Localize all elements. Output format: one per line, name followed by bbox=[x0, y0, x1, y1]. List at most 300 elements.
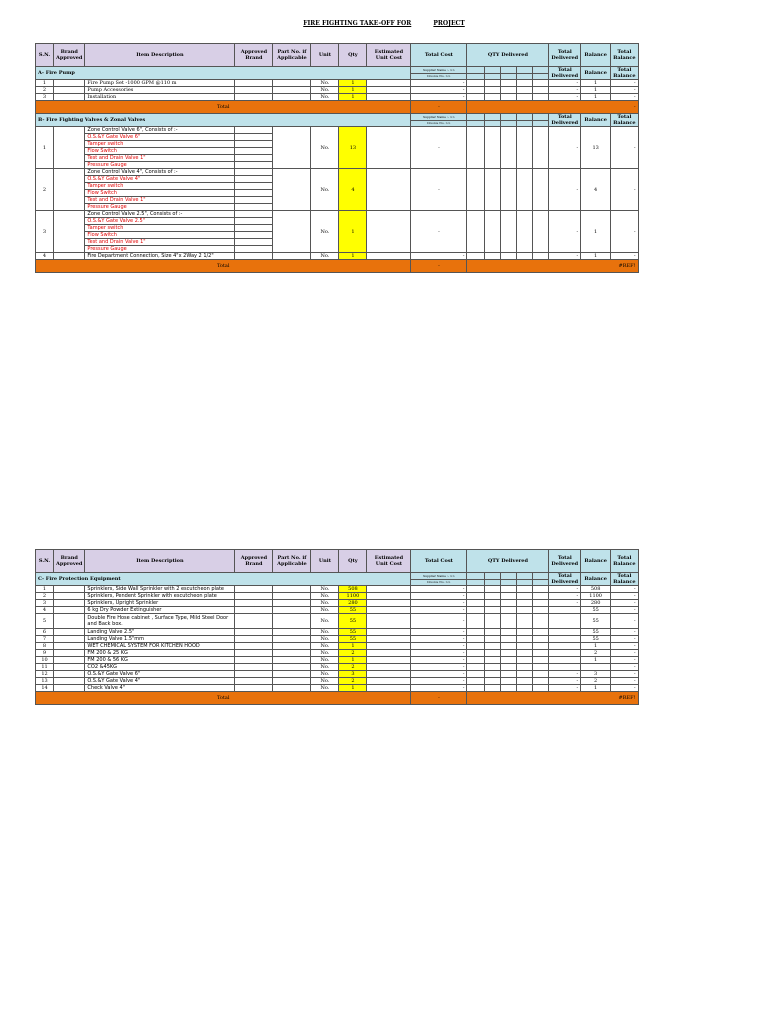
row-description: Installation bbox=[85, 94, 235, 101]
row-brand bbox=[54, 650, 85, 657]
row-part-no bbox=[273, 600, 311, 607]
row-delivered-cell bbox=[533, 87, 549, 94]
row-total-delivered: - bbox=[549, 671, 581, 678]
row-description: Check Valve 4" bbox=[85, 685, 235, 692]
row-delivered-cell bbox=[533, 650, 549, 657]
section-total-balance: Total Balance bbox=[611, 114, 638, 127]
row-sn: 2 bbox=[36, 169, 54, 211]
table-row bbox=[36, 586, 705, 593]
row-delivered-cell bbox=[517, 614, 533, 629]
row-delivered-cell bbox=[517, 671, 533, 678]
row-balance: 1 bbox=[581, 643, 611, 650]
page-title bbox=[0, 20, 768, 27]
row-total-cost: - bbox=[411, 211, 467, 253]
table-row bbox=[36, 614, 705, 629]
table-row bbox=[36, 87, 705, 94]
row-delivered-cell bbox=[467, 80, 485, 87]
row-delivered-cell bbox=[517, 593, 533, 600]
row-sn: 14 bbox=[36, 685, 54, 692]
row-sn: 13 bbox=[36, 678, 54, 685]
row-delivered-cell bbox=[517, 87, 533, 94]
row-est-cost bbox=[367, 80, 411, 87]
row-unit: No. bbox=[311, 664, 339, 671]
takeoff-sheet-2 bbox=[35, 549, 705, 705]
row-est-cost bbox=[367, 685, 411, 692]
row-approved-brand bbox=[235, 183, 273, 190]
row-total-cost: - bbox=[411, 87, 467, 94]
row-est-cost bbox=[367, 643, 411, 650]
row-delivered-cell bbox=[501, 629, 517, 636]
row-sn: 8 bbox=[36, 643, 54, 650]
row-description: Pump Accessories bbox=[85, 87, 235, 94]
group-line-row bbox=[36, 211, 705, 218]
header-item-description: Item Description bbox=[85, 550, 235, 573]
row-delivered-cell bbox=[467, 671, 485, 678]
row-unit: No. bbox=[311, 657, 339, 664]
row-delivered-cell bbox=[533, 685, 549, 692]
row-delivered-cell bbox=[517, 657, 533, 664]
row-brand bbox=[54, 607, 85, 614]
row-approved-brand bbox=[235, 600, 273, 607]
header-total-cost: Total Cost bbox=[411, 44, 467, 67]
row-total-balance: - bbox=[611, 685, 638, 692]
row-est-cost bbox=[367, 657, 411, 664]
row-unit: No. bbox=[311, 607, 339, 614]
row-description: O.S.&Y Gate Valve 6" bbox=[85, 671, 235, 678]
table-row bbox=[36, 94, 705, 101]
header-total-delivered: Total Delivered bbox=[549, 44, 581, 67]
row-total-delivered: - bbox=[549, 593, 581, 600]
invoice-no-label: Invoice No. >> bbox=[411, 120, 467, 127]
row-est-cost bbox=[367, 636, 411, 643]
row-total-cost: - bbox=[411, 685, 467, 692]
row-approved-brand bbox=[235, 636, 273, 643]
row-sn: 1 bbox=[36, 127, 54, 169]
row-delivered-cell bbox=[501, 685, 517, 692]
row-delivered-cell bbox=[517, 643, 533, 650]
row-brand bbox=[54, 671, 85, 678]
section-header-row bbox=[36, 573, 705, 580]
row-delivered-cell bbox=[501, 614, 517, 629]
row-part-no bbox=[273, 253, 311, 260]
row-unit: No. bbox=[311, 586, 339, 593]
header-row bbox=[36, 44, 705, 67]
table-row bbox=[36, 253, 705, 260]
row-delivered-cell bbox=[533, 629, 549, 636]
row-total-delivered bbox=[549, 636, 581, 643]
row-total-delivered bbox=[549, 657, 581, 664]
header-sn: S.N. bbox=[36, 550, 54, 573]
row-balance: 55 bbox=[581, 629, 611, 636]
row-delivered-cell bbox=[467, 650, 485, 657]
row-part-no bbox=[273, 678, 311, 685]
row-unit: No. bbox=[311, 678, 339, 685]
row-delivered-cell bbox=[501, 169, 517, 211]
row-delivered-cell bbox=[501, 600, 517, 607]
row-approved-brand bbox=[235, 87, 273, 94]
row-delivered-cell bbox=[501, 657, 517, 664]
row-approved-brand bbox=[235, 218, 273, 225]
row-description: CO2 &45KG bbox=[85, 664, 235, 671]
row-qty: 55 bbox=[339, 607, 367, 614]
component-line: Tamper switch bbox=[85, 225, 235, 232]
row-delivered-cell bbox=[501, 664, 517, 671]
row-balance: 1 bbox=[581, 211, 611, 253]
row-total-delivered: - bbox=[549, 685, 581, 692]
row-delivered-cell bbox=[533, 607, 549, 614]
row-delivered-cell bbox=[485, 169, 501, 211]
header-unit: Unit bbox=[311, 550, 339, 573]
header-total-delivered: Total Delivered bbox=[549, 550, 581, 573]
row-qty: 13 bbox=[339, 127, 367, 169]
row-balance: 1 bbox=[581, 80, 611, 87]
row-balance: 4 bbox=[581, 169, 611, 211]
table-row bbox=[36, 593, 705, 600]
row-delivered-cell bbox=[485, 685, 501, 692]
row-delivered-cell bbox=[467, 87, 485, 94]
row-total-balance: - bbox=[611, 636, 638, 643]
component-line: Test and Drain Valve 1" bbox=[85, 239, 235, 246]
row-delivered-cell bbox=[533, 614, 549, 629]
row-total-delivered: - bbox=[549, 80, 581, 87]
row-total-balance: - bbox=[611, 650, 638, 657]
row-qty: 1 bbox=[339, 643, 367, 650]
row-approved-brand bbox=[235, 664, 273, 671]
takeoff-sheet-1 bbox=[35, 43, 705, 273]
row-delivered-cell bbox=[501, 671, 517, 678]
row-qty: 2 bbox=[339, 664, 367, 671]
row-sn: 3 bbox=[36, 600, 54, 607]
row-total-delivered bbox=[549, 650, 581, 657]
row-delivered-cell bbox=[501, 80, 517, 87]
row-delivered-cell bbox=[467, 593, 485, 600]
row-description: 6 kg Dry Powder Extinguisher bbox=[85, 607, 235, 614]
row-brand bbox=[54, 253, 85, 260]
row-description: WET CHEMICAL SYSTEM FOR KITCHEN HOOD bbox=[85, 643, 235, 650]
section-balance: Balance bbox=[581, 114, 611, 127]
total-label: Total bbox=[36, 101, 411, 114]
row-unit: No. bbox=[311, 671, 339, 678]
row-delivered-cell bbox=[517, 678, 533, 685]
table-row bbox=[36, 671, 705, 678]
row-delivered-cell bbox=[467, 586, 485, 593]
header-total-balance: Total Balance bbox=[611, 44, 638, 67]
row-sn: 12 bbox=[36, 671, 54, 678]
row-qty: 1 bbox=[339, 87, 367, 94]
row-brand bbox=[54, 629, 85, 636]
total-balance: #REF! bbox=[467, 692, 638, 705]
row-balance: 55 bbox=[581, 614, 611, 629]
row-sn: 10 bbox=[36, 657, 54, 664]
row-delivered-cell bbox=[467, 607, 485, 614]
row-est-cost bbox=[367, 607, 411, 614]
component-line: Flow Switch bbox=[85, 232, 235, 239]
row-approved-brand bbox=[235, 678, 273, 685]
row-total-balance: - bbox=[611, 671, 638, 678]
row-total-delivered: - bbox=[549, 211, 581, 253]
row-delivered-cell bbox=[533, 211, 549, 253]
component-line: Flow Switch bbox=[85, 148, 235, 155]
row-delivered-cell bbox=[533, 593, 549, 600]
section-title: B- Fire Fighting Valves & Zonal Valves bbox=[36, 114, 411, 127]
row-total-cost: - bbox=[411, 600, 467, 607]
row-balance: 1 bbox=[581, 94, 611, 101]
section-total-balance: Total Balance bbox=[611, 573, 638, 586]
group-line-row bbox=[36, 169, 705, 176]
header-qty-delivered: QTY Delivered bbox=[467, 44, 549, 67]
row-brand bbox=[54, 643, 85, 650]
row-est-cost bbox=[367, 169, 411, 211]
row-est-cost bbox=[367, 94, 411, 101]
row-delivered-cell bbox=[501, 211, 517, 253]
row-description: Fire Pump Set -1000 GPM @110 m bbox=[85, 80, 235, 87]
row-delivered-cell bbox=[533, 80, 549, 87]
row-total-cost: - bbox=[411, 614, 467, 629]
row-approved-brand bbox=[235, 134, 273, 141]
component-line: Pressure Gauge bbox=[85, 246, 235, 253]
header-brand-approved: Brand Approved bbox=[54, 550, 85, 573]
row-part-no bbox=[273, 664, 311, 671]
row-unit: No. bbox=[311, 593, 339, 600]
row-qty: 1 bbox=[339, 253, 367, 260]
row-balance: 3 bbox=[581, 671, 611, 678]
total-balance: #REF! bbox=[467, 260, 638, 273]
row-unit: No. bbox=[311, 643, 339, 650]
row-delivered-cell bbox=[485, 671, 501, 678]
row-est-cost bbox=[367, 253, 411, 260]
row-sn: 6 bbox=[36, 629, 54, 636]
row-description: Sprinklers, Side Wall Sprinkler with 2 escutcheon plate bbox=[85, 586, 235, 593]
row-total-cost: - bbox=[411, 643, 467, 650]
component-line: Zone Control Valve 4", Consists of :- bbox=[85, 169, 235, 176]
row-delivered-cell bbox=[485, 127, 501, 169]
header-brand-approved: Brand Approved bbox=[54, 44, 85, 67]
row-total-delivered bbox=[549, 643, 581, 650]
row-approved-brand bbox=[235, 94, 273, 101]
row-total-balance: - bbox=[611, 211, 638, 253]
row-delivered-cell bbox=[533, 643, 549, 650]
row-qty: 55 bbox=[339, 614, 367, 629]
row-balance: 1100 bbox=[581, 593, 611, 600]
row-balance: 55 bbox=[581, 636, 611, 643]
row-balance: 2 bbox=[581, 650, 611, 657]
row-delivered-cell bbox=[485, 80, 501, 87]
row-delivered-cell bbox=[501, 94, 517, 101]
row-total-balance: - bbox=[611, 664, 638, 671]
row-balance: 55 bbox=[581, 607, 611, 614]
component-line: Tamper switch bbox=[85, 183, 235, 190]
component-line: Pressure Gauge bbox=[85, 162, 235, 169]
row-delivered-cell bbox=[533, 671, 549, 678]
row-brand bbox=[54, 87, 85, 94]
component-line: Zone Control Valve 2.5", Consists of :- bbox=[85, 211, 235, 218]
table-row bbox=[36, 678, 705, 685]
row-qty: 508 bbox=[339, 586, 367, 593]
row-total-cost: - bbox=[411, 127, 467, 169]
row-delivered-cell bbox=[467, 685, 485, 692]
row-approved-brand bbox=[235, 127, 273, 134]
row-unit: No. bbox=[311, 94, 339, 101]
row-delivered-cell bbox=[501, 643, 517, 650]
component-line: Tamper switch bbox=[85, 141, 235, 148]
section-total-delivered: Total Delivered bbox=[549, 573, 581, 586]
row-delivered-cell bbox=[517, 253, 533, 260]
row-unit: No. bbox=[311, 80, 339, 87]
row-delivered-cell bbox=[501, 636, 517, 643]
row-delivered-cell bbox=[517, 685, 533, 692]
header-qty: Qty bbox=[339, 550, 367, 573]
row-approved-brand bbox=[235, 614, 273, 629]
row-unit: No. bbox=[311, 600, 339, 607]
row-est-cost bbox=[367, 87, 411, 94]
total-cost: - bbox=[411, 692, 467, 705]
row-approved-brand bbox=[235, 80, 273, 87]
table-row bbox=[36, 685, 705, 692]
row-sn: 1 bbox=[36, 80, 54, 87]
row-approved-brand bbox=[235, 169, 273, 176]
row-est-cost bbox=[367, 586, 411, 593]
row-sn: 11 bbox=[36, 664, 54, 671]
row-balance bbox=[581, 664, 611, 671]
row-approved-brand bbox=[235, 593, 273, 600]
row-delivered-cell bbox=[517, 636, 533, 643]
row-delivered-cell bbox=[485, 593, 501, 600]
row-part-no bbox=[273, 127, 311, 169]
row-approved-brand bbox=[235, 671, 273, 678]
row-total-balance: - bbox=[611, 169, 638, 211]
row-qty: 1 bbox=[339, 685, 367, 692]
row-balance: 1 bbox=[581, 87, 611, 94]
row-brand bbox=[54, 169, 85, 211]
row-description: Sprinklers, Upright Sprinkler bbox=[85, 600, 235, 607]
row-delivered-cell bbox=[467, 664, 485, 671]
row-delivered-cell bbox=[485, 614, 501, 629]
row-sn: 9 bbox=[36, 650, 54, 657]
row-sn: 2 bbox=[36, 593, 54, 600]
table-row bbox=[36, 80, 705, 87]
row-brand bbox=[54, 657, 85, 664]
row-delivered-cell bbox=[485, 87, 501, 94]
invoice-no-label: Invoice No. >> bbox=[411, 579, 467, 586]
row-total-balance: - bbox=[611, 614, 638, 629]
row-unit: No. bbox=[311, 614, 339, 629]
component-line: Test and Drain Valve 1" bbox=[85, 197, 235, 204]
table-row bbox=[36, 643, 705, 650]
row-delivered-cell bbox=[485, 600, 501, 607]
total-cost: - bbox=[411, 101, 467, 114]
row-description: O.S.&Y Gate Valve 4" bbox=[85, 678, 235, 685]
row-delivered-cell bbox=[485, 94, 501, 101]
row-total-delivered: - bbox=[549, 586, 581, 593]
row-delivered-cell bbox=[517, 600, 533, 607]
row-brand bbox=[54, 685, 85, 692]
row-total-delivered: - bbox=[549, 87, 581, 94]
row-qty: 1 bbox=[339, 657, 367, 664]
supplier-name-label: Supplier Name :- >> bbox=[411, 573, 467, 580]
header-approved-brand: Approved Brand bbox=[235, 44, 273, 67]
section-header-row bbox=[36, 67, 705, 74]
row-delivered-cell bbox=[533, 169, 549, 211]
total-row bbox=[36, 101, 705, 114]
row-delivered-cell bbox=[517, 629, 533, 636]
section-header-row bbox=[36, 114, 705, 121]
row-unit: No. bbox=[311, 629, 339, 636]
row-delivered-cell bbox=[467, 94, 485, 101]
row-approved-brand bbox=[235, 211, 273, 218]
row-description: Double Fire Hose cabinet , Surface Type, Mild Steel Door and Back box. bbox=[85, 614, 235, 629]
row-total-balance: - bbox=[611, 94, 638, 101]
title-prefix: FIRE FIGHTING TAKE-OFF FOR bbox=[303, 20, 412, 27]
row-qty: 1 bbox=[339, 211, 367, 253]
row-delivered-cell bbox=[485, 678, 501, 685]
table-row bbox=[36, 600, 705, 607]
row-est-cost bbox=[367, 664, 411, 671]
row-total-balance: - bbox=[611, 629, 638, 636]
section-total-delivered: Total Delivered bbox=[549, 67, 581, 80]
row-unit: No. bbox=[311, 685, 339, 692]
row-approved-brand bbox=[235, 643, 273, 650]
row-delivered-cell bbox=[501, 607, 517, 614]
title-suffix: PROJECT bbox=[433, 20, 465, 27]
row-part-no bbox=[273, 211, 311, 253]
row-total-cost: - bbox=[411, 607, 467, 614]
row-delivered-cell bbox=[485, 253, 501, 260]
row-delivered-cell bbox=[467, 600, 485, 607]
row-delivered-cell bbox=[501, 678, 517, 685]
row-brand bbox=[54, 586, 85, 593]
row-total-cost: - bbox=[411, 650, 467, 657]
row-delivered-cell bbox=[485, 211, 501, 253]
row-delivered-cell bbox=[501, 253, 517, 260]
row-total-cost: - bbox=[411, 671, 467, 678]
row-total-balance: - bbox=[611, 678, 638, 685]
row-total-balance: - bbox=[611, 643, 638, 650]
row-description: Landing Valve 1.5"mm bbox=[85, 636, 235, 643]
row-delivered-cell bbox=[533, 600, 549, 607]
row-brand bbox=[54, 94, 85, 101]
row-sn: 5 bbox=[36, 614, 54, 629]
row-description: FM 200 & 25 KG bbox=[85, 650, 235, 657]
header-estimated-unit-cost: Estimated Unit Cost bbox=[367, 550, 411, 573]
row-est-cost bbox=[367, 211, 411, 253]
table-row bbox=[36, 664, 705, 671]
row-delivered-cell bbox=[485, 650, 501, 657]
row-approved-brand bbox=[235, 176, 273, 183]
row-total-cost: - bbox=[411, 80, 467, 87]
row-approved-brand bbox=[235, 239, 273, 246]
row-part-no bbox=[273, 80, 311, 87]
header-estimated-unit-cost: Estimated Unit Cost bbox=[367, 44, 411, 67]
row-delivered-cell bbox=[467, 253, 485, 260]
row-qty: 55 bbox=[339, 636, 367, 643]
header-part-no: Part No. if Applicable bbox=[273, 44, 311, 67]
row-delivered-cell bbox=[485, 629, 501, 636]
table-row bbox=[36, 629, 705, 636]
row-approved-brand bbox=[235, 685, 273, 692]
row-approved-brand bbox=[235, 225, 273, 232]
component-line: O.S.&Y Gate Valve 4" bbox=[85, 176, 235, 183]
row-approved-brand bbox=[235, 197, 273, 204]
header-approved-brand: Approved Brand bbox=[235, 550, 273, 573]
row-unit: No. bbox=[311, 650, 339, 657]
group-line-row bbox=[36, 127, 705, 134]
total-label: Total bbox=[36, 260, 411, 273]
row-approved-brand bbox=[235, 650, 273, 657]
row-unit: No. bbox=[311, 211, 339, 253]
row-delivered-cell bbox=[485, 636, 501, 643]
row-delivered-cell bbox=[467, 678, 485, 685]
row-total-balance: - bbox=[611, 600, 638, 607]
